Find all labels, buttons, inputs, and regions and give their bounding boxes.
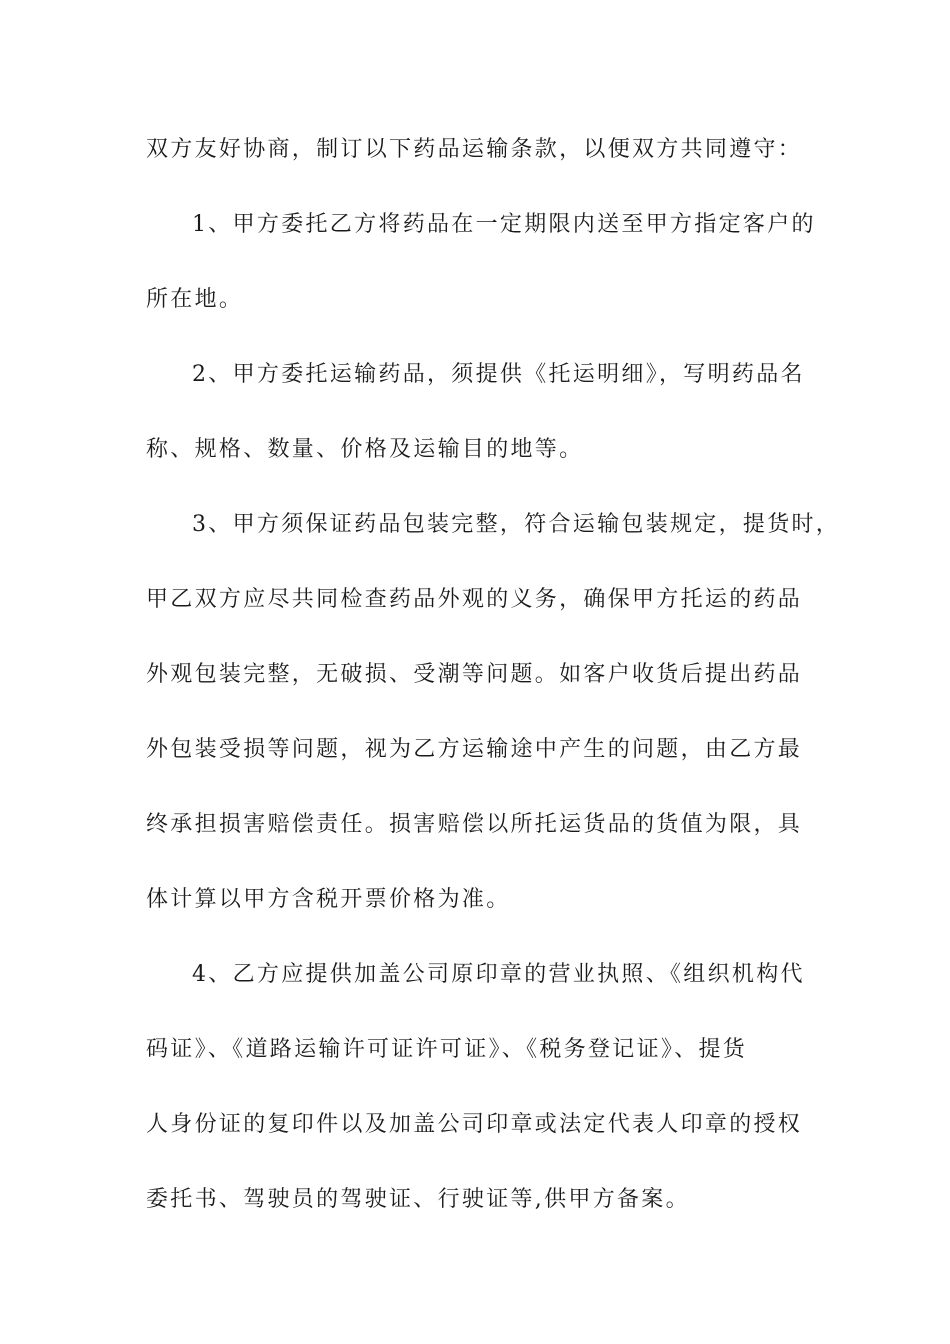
clause-3-line-2: 甲乙双方应尽共同检查药品外观的义务，确保甲方托运的药品 xyxy=(146,587,803,612)
clause-1-line-2: 所在地。 xyxy=(146,287,244,312)
clause-3-line-4: 外包装受损等问题，视为乙方运输途中产生的问题，由乙方最 xyxy=(146,737,803,762)
clause-1-line-1: 1、甲方委托乙方将药品在一定期限内送至甲方指定客户的 xyxy=(192,212,816,237)
clause-2-line-2: 称、规格、数量、价格及运输目的地等。 xyxy=(146,437,584,462)
text-line: 双方友好协商，制订以下药品运输条款，以便双方共同遵守： xyxy=(146,137,803,162)
clause-3-line-6: 体计算以甲方含税开票价格为准。 xyxy=(146,887,511,912)
clause-4-line-1: 4、乙方应提供加盖公司原印章的营业执照、《组织机构代 xyxy=(192,962,805,987)
clause-3-line-1: 3、甲方须保证药品包装完整，符合运输包装规定，提货时， xyxy=(192,512,841,537)
clause-3-line-3: 外观包装完整，无破损、受潮等问题。如客户收货后提出药品 xyxy=(146,662,803,687)
clause-4-line-2: 码证》、《道路运输许可证许可证》、《税务登记证》、提货 xyxy=(146,1037,748,1062)
clause-3-line-5: 终承担损害赔偿责任。损害赔偿以所托运货品的货值为限，具 xyxy=(146,812,803,837)
clause-2-line-1: 2、甲方委托运输药品，须提供《托运明细》，写明药品名 xyxy=(192,362,805,387)
clause-4-line-4: 委托书、驾驶员的驾驶证、行驶证等,供甲方备案。 xyxy=(146,1187,690,1212)
clause-4-line-3: 人身份证的复印件以及加盖公司印章或法定代表人印章的授权 xyxy=(146,1112,803,1137)
